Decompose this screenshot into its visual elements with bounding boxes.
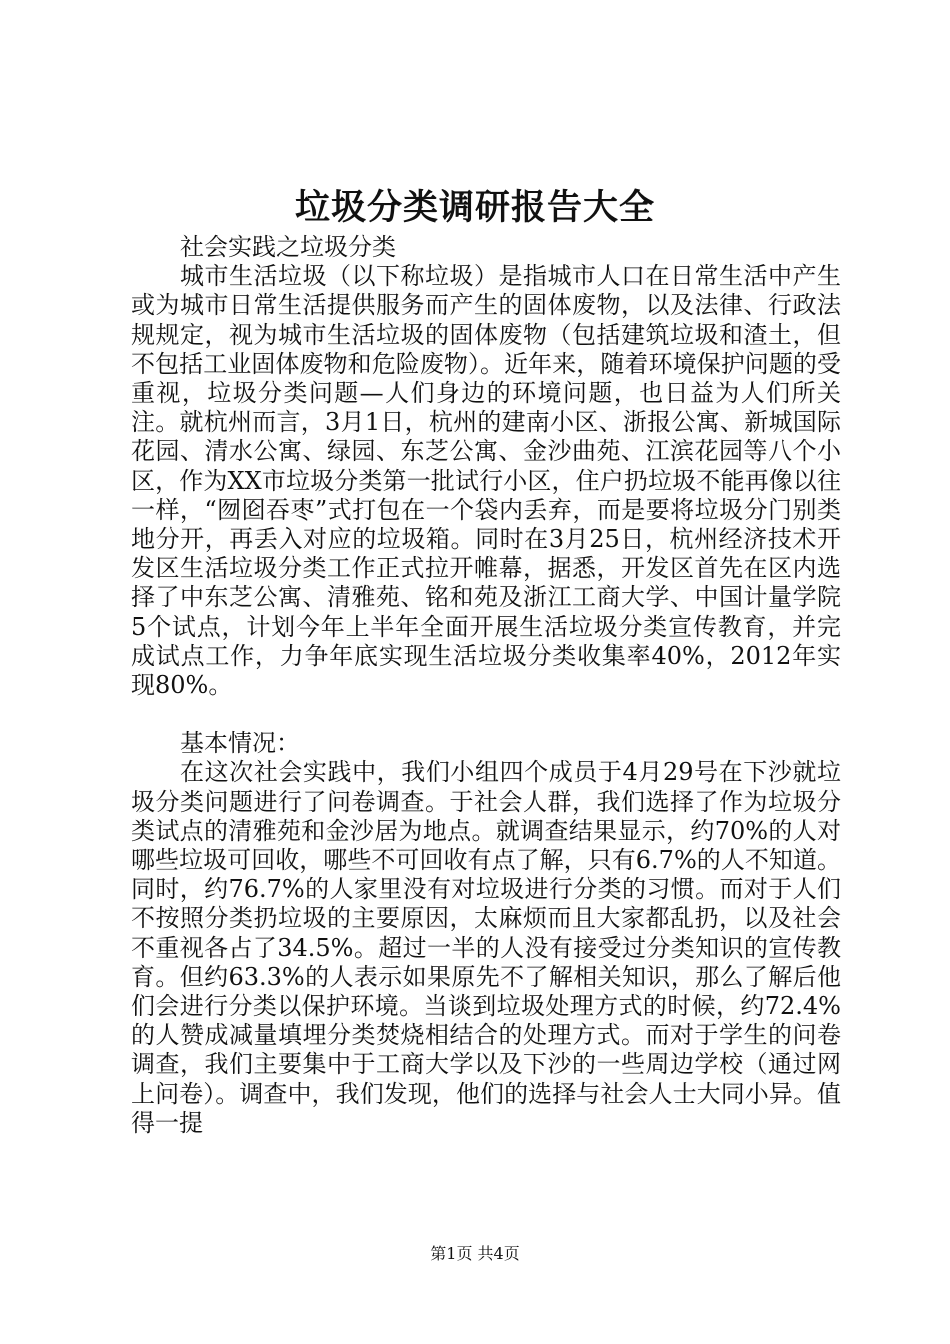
intro-paragraph: 城市生活垃圾（以下称垃圾）是指城市人口在日常生活中产生或为城市日常生活提供服务而产生的固体废物，以及法律、行政法规规定，视为城市生活垃圾的固体废物（包括建筑垃圾和渣土，但不包括工业固体废物和危险废物）。近年来，随着环境保护问题的受重视，垃圾分类问题—人们身边的环境问题，也日益为人们所关注。就杭州而言，3月1日，杭州的建南小区、浙报公寓、新城国际花园、清水公寓、绿园、东芝公寓、金沙曲苑、江滨花园等八个小区，作为XX市垃圾分类第一批试行小区，住户扔垃圾不能再像以往一样，“囫囵吞枣”式打包在一个袋内丢弃，而是要将垃圾分门别类地分开，再丢入对应的垃圾箱。同时在3月25日，杭州经济技术开发区生活垃圾分类工作正式拉开帷幕，据悉，开发区首先在区内选择了中东芝公寓、清雅苑、铭和苑及浙江工商大学、中国计量学院5个试点，计划今年上半年全面开展生活垃圾分类宣传教育，并完成试点工作，力争年底实现生活垃圾分类收集率40%，2012年实现80%。 [131,262,841,700]
document-body [131,233,841,1138]
section-heading: 基本情况： [180,729,300,758]
survey-paragraph: 在这次社会实践中，我们小组四个成员于4月29号在下沙就垃圾分类问题进行了问卷调查。于社会人群，我们选择了作为垃圾分类试点的清雅苑和金沙居为地点。就调查结果显示，约70%的人对哪些垃圾可回收，哪些不可回收有点了解，只有6.7%的人不知道。同时，约76.7%的人家里没有对垃圾进行分类的习惯。而对于人们不按照分类扔垃圾的主要原因，太麻烦而且大家都乱扔，以及社会不重视各占了34.5%。超过一半的人没有接受过分类知识的宣传教育。但约63.3%的人表示如果原先不了解相关知识，那么了解后他们会进行分类以保护环境。当谈到垃圾处理方式的时候，约72.4%的人赞成减量填埋分类焚烧相结合的处理方式。而对于学生的问卷调查，我们主要集中于工商大学以及下沙的一些周边学校（通过网上问卷）。调查中，我们发现，他们的选择与社会人士大同小异。值得一提 [131,758,841,1137]
subtitle-paragraph: 社会实践之垃圾分类 [180,233,396,261]
page-number-footer: 第1页 共4页 [430,1244,520,1263]
document-title: 垃圾分类调研报告大全 [294,188,655,228]
